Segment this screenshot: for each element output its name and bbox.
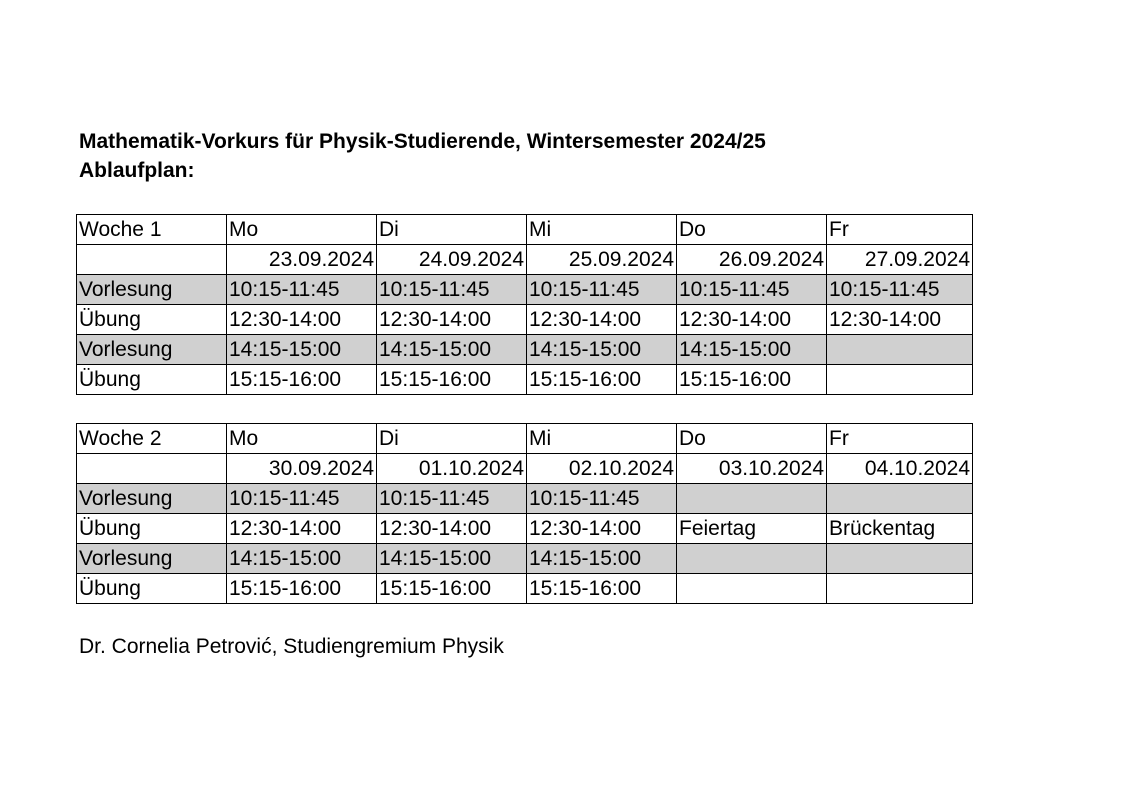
session-time-cell: 12:30-14:00 bbox=[377, 305, 527, 335]
document-subtitle: Ablaufplan: bbox=[79, 159, 195, 182]
date-row bbox=[77, 454, 973, 484]
weekday-cell: Mi bbox=[527, 424, 677, 454]
session-time-cell: 12:30-14:00 bbox=[527, 514, 677, 544]
date-cell: 27.09.2024 bbox=[827, 245, 973, 275]
session-time-cell: 12:30-14:00 bbox=[827, 305, 973, 335]
weekday-header-row bbox=[77, 424, 973, 454]
weekday-cell: Do bbox=[677, 215, 827, 245]
session-time-cell: 15:15-16:00 bbox=[527, 365, 677, 395]
session-type-cell: Vorlesung bbox=[77, 275, 227, 305]
session-time-cell: 10:15-11:45 bbox=[527, 275, 677, 305]
session-time-cell: 10:15-11:45 bbox=[227, 275, 377, 305]
date-cell: 25.09.2024 bbox=[527, 245, 677, 275]
date-row-label-cell bbox=[77, 454, 227, 484]
date-cell: 24.09.2024 bbox=[377, 245, 527, 275]
date-row-label-cell bbox=[77, 245, 227, 275]
session-time-cell: 15:15-16:00 bbox=[227, 574, 377, 604]
date-cell: 02.10.2024 bbox=[527, 454, 677, 484]
author-footer: Dr. Cornelia Petrović, Studiengremium Physik bbox=[79, 635, 504, 658]
date-row bbox=[77, 245, 973, 275]
weekday-cell: Fr bbox=[827, 424, 973, 454]
week-1-schedule-table bbox=[76, 214, 973, 395]
session-time-cell bbox=[827, 335, 973, 365]
date-cell: 04.10.2024 bbox=[827, 454, 973, 484]
session-time-cell: 12:30-14:00 bbox=[227, 305, 377, 335]
session-time-cell: Brückentag bbox=[827, 514, 973, 544]
session-type-cell: Übung bbox=[77, 365, 227, 395]
session-time-cell: 15:15-16:00 bbox=[377, 574, 527, 604]
session-time-cell: 15:15-16:00 bbox=[377, 365, 527, 395]
document-heading bbox=[79, 127, 766, 185]
date-cell: 01.10.2024 bbox=[377, 454, 527, 484]
session-time-cell: 14:15-15:00 bbox=[527, 544, 677, 574]
session-time-cell: Feiertag bbox=[677, 514, 827, 544]
session-time-cell: 12:30-14:00 bbox=[377, 514, 527, 544]
session-time-cell bbox=[827, 484, 973, 514]
session-row bbox=[77, 574, 973, 604]
weekday-cell: Fr bbox=[827, 215, 973, 245]
session-time-cell: 10:15-11:45 bbox=[377, 275, 527, 305]
date-cell: 03.10.2024 bbox=[677, 454, 827, 484]
session-type-cell: Übung bbox=[77, 574, 227, 604]
session-type-cell: Übung bbox=[77, 514, 227, 544]
weekday-cell: Di bbox=[377, 424, 527, 454]
session-row bbox=[77, 275, 973, 305]
session-time-cell bbox=[677, 484, 827, 514]
session-time-cell: 14:15-15:00 bbox=[527, 335, 677, 365]
week-label: Woche 2 bbox=[77, 424, 227, 454]
session-type-cell: Übung bbox=[77, 305, 227, 335]
session-time-cell bbox=[827, 544, 973, 574]
weekday-cell: Di bbox=[377, 215, 527, 245]
session-time-cell bbox=[827, 365, 973, 395]
session-row bbox=[77, 335, 973, 365]
session-time-cell bbox=[677, 544, 827, 574]
session-type-cell: Vorlesung bbox=[77, 484, 227, 514]
session-time-cell: 14:15-15:00 bbox=[227, 335, 377, 365]
date-cell: 23.09.2024 bbox=[227, 245, 377, 275]
weekday-cell: Mo bbox=[227, 215, 377, 245]
session-time-cell: 10:15-11:45 bbox=[827, 275, 973, 305]
session-time-cell: 15:15-16:00 bbox=[227, 365, 377, 395]
weekday-header-row bbox=[77, 215, 973, 245]
session-time-cell: 12:30-14:00 bbox=[227, 514, 377, 544]
session-time-cell: 14:15-15:00 bbox=[377, 335, 527, 365]
session-time-cell: 14:15-15:00 bbox=[377, 544, 527, 574]
session-row bbox=[77, 544, 973, 574]
date-cell: 30.09.2024 bbox=[227, 454, 377, 484]
session-type-cell: Vorlesung bbox=[77, 544, 227, 574]
week-label: Woche 1 bbox=[77, 215, 227, 245]
session-row bbox=[77, 484, 973, 514]
session-time-cell: 10:15-11:45 bbox=[527, 484, 677, 514]
session-time-cell: 10:15-11:45 bbox=[227, 484, 377, 514]
weekday-cell: Do bbox=[677, 424, 827, 454]
session-time-cell: 14:15-15:00 bbox=[227, 544, 377, 574]
session-time-cell: 12:30-14:00 bbox=[527, 305, 677, 335]
session-time-cell: 10:15-11:45 bbox=[377, 484, 527, 514]
session-row bbox=[77, 305, 973, 335]
date-cell: 26.09.2024 bbox=[677, 245, 827, 275]
weekday-cell: Mi bbox=[527, 215, 677, 245]
session-time-cell: 15:15-16:00 bbox=[527, 574, 677, 604]
session-row bbox=[77, 514, 973, 544]
session-row bbox=[77, 365, 973, 395]
weekday-cell: Mo bbox=[227, 424, 377, 454]
week-2-schedule-table bbox=[76, 423, 973, 604]
session-type-cell: Vorlesung bbox=[77, 335, 227, 365]
session-time-cell: 14:15-15:00 bbox=[677, 335, 827, 365]
session-time-cell bbox=[677, 574, 827, 604]
session-time-cell bbox=[827, 574, 973, 604]
document-title: Mathematik-Vorkurs für Physik-Studierende, Wintersemester 2024/25 bbox=[79, 130, 766, 153]
session-time-cell: 10:15-11:45 bbox=[677, 275, 827, 305]
session-time-cell: 12:30-14:00 bbox=[677, 305, 827, 335]
session-time-cell: 15:15-16:00 bbox=[677, 365, 827, 395]
